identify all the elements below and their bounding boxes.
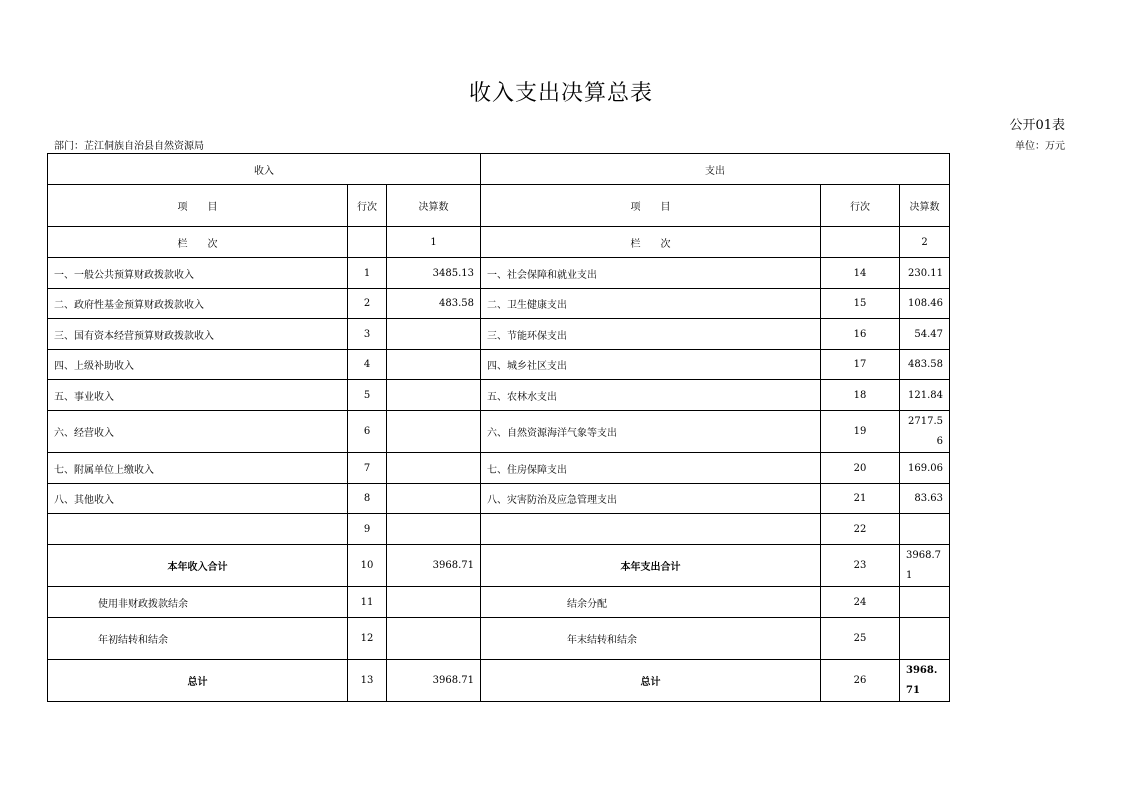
income-label: 八、其他收入 xyxy=(48,484,348,514)
expense-row-no: 24 xyxy=(821,587,900,618)
table-row xyxy=(48,411,950,453)
income-amount-header: 决算数 xyxy=(387,185,481,227)
income-label: 六、经营收入 xyxy=(48,411,348,453)
page-title: 收入支出决算总表 xyxy=(468,81,653,106)
table-header-row xyxy=(48,154,950,185)
expense-total-label: 总计 xyxy=(481,660,821,702)
expense-label: 年末结转和结余 xyxy=(481,618,821,660)
income-value xyxy=(387,484,481,514)
expense-row-no: 19 xyxy=(821,411,900,453)
table-row xyxy=(48,453,950,484)
expense-value: 108.46 xyxy=(900,289,950,319)
table-row xyxy=(48,350,950,380)
income-row-no: 13 xyxy=(348,660,387,702)
expense-label: 一、社会保障和就业支出 xyxy=(481,258,821,289)
expense-value: 2717.56 xyxy=(900,411,950,453)
department-label: 部门：芷江侗族自治县自然资源局 xyxy=(54,141,204,152)
table-row xyxy=(48,587,950,618)
income-item-header: 项 目 xyxy=(48,185,348,227)
income-value xyxy=(387,319,481,350)
table-row xyxy=(48,618,950,660)
table-row xyxy=(48,319,950,350)
expense-row-no: 15 xyxy=(821,289,900,319)
expense-row-no: 23 xyxy=(821,545,900,587)
income-row-no: 3 xyxy=(348,319,387,350)
expense-row-no: 17 xyxy=(821,350,900,380)
table-row xyxy=(48,289,950,319)
expense-value: 483.58 xyxy=(900,350,950,380)
expense-column-label: 栏 次 xyxy=(481,227,821,258)
income-row-no: 4 xyxy=(348,350,387,380)
income-row-no: 1 xyxy=(348,258,387,289)
income-column-label: 栏 次 xyxy=(48,227,348,258)
expense-subtotal-label: 本年支出合计 xyxy=(481,545,821,587)
expense-label xyxy=(481,514,821,545)
income-label: 使用非财政拨款结余 xyxy=(48,587,348,618)
expense-row-no: 21 xyxy=(821,484,900,514)
expense-header: 支出 xyxy=(481,154,950,185)
expense-label: 四、城乡社区支出 xyxy=(481,350,821,380)
total-row xyxy=(48,660,950,702)
expense-label: 七、住房保障支出 xyxy=(481,453,821,484)
expense-value: 169.06 xyxy=(900,453,950,484)
expense-value xyxy=(900,587,950,618)
form-number: 公开01表 xyxy=(1009,118,1065,133)
income-row-no: 6 xyxy=(348,411,387,453)
empty-cell xyxy=(348,227,387,258)
income-column-index: 1 xyxy=(387,227,481,258)
expense-item-header: 项 目 xyxy=(481,185,821,227)
expense-rowno-header: 行次 xyxy=(821,185,900,227)
expense-row-no: 22 xyxy=(821,514,900,545)
table-row xyxy=(48,514,950,545)
income-row-no: 12 xyxy=(348,618,387,660)
expense-label: 三、节能环保支出 xyxy=(481,319,821,350)
expense-label: 二、卫生健康支出 xyxy=(481,289,821,319)
unit-label: 单位：万元 xyxy=(1015,141,1065,152)
income-row-no: 7 xyxy=(348,453,387,484)
income-value xyxy=(387,514,481,545)
income-value xyxy=(387,411,481,453)
income-header: 收入 xyxy=(48,154,481,185)
expense-label: 六、自然资源海洋气象等支出 xyxy=(481,411,821,453)
expense-label: 五、农林水支出 xyxy=(481,380,821,411)
income-label: 三、国有资本经营预算财政拨款收入 xyxy=(48,319,348,350)
expense-row-no: 20 xyxy=(821,453,900,484)
expense-row-no: 16 xyxy=(821,319,900,350)
income-subtotal-value: 3968.71 xyxy=(387,545,481,587)
expense-row-no: 18 xyxy=(821,380,900,411)
income-expense-table xyxy=(47,153,950,702)
income-label: 一、一般公共预算财政拨款收入 xyxy=(48,258,348,289)
table-row xyxy=(48,258,950,289)
column-index-row xyxy=(48,227,950,258)
income-label: 七、附属单位上缴收入 xyxy=(48,453,348,484)
expense-amount-header: 决算数 xyxy=(900,185,950,227)
income-value: 3485.13 xyxy=(387,258,481,289)
income-value: 483.58 xyxy=(387,289,481,319)
expense-total-value: 3968.71 xyxy=(900,660,950,702)
empty-cell xyxy=(821,227,900,258)
income-value xyxy=(387,453,481,484)
column-header-row xyxy=(48,185,950,227)
expense-row-no: 25 xyxy=(821,618,900,660)
income-value xyxy=(387,350,481,380)
income-subtotal-label: 本年收入合计 xyxy=(48,545,348,587)
subtotal-row xyxy=(48,545,950,587)
income-row-no: 2 xyxy=(348,289,387,319)
income-label: 四、上级补助收入 xyxy=(48,350,348,380)
expense-value: 121.84 xyxy=(900,380,950,411)
income-label: 二、政府性基金预算财政拨款收入 xyxy=(48,289,348,319)
income-label: 五、事业收入 xyxy=(48,380,348,411)
income-row-no: 8 xyxy=(348,484,387,514)
table-row xyxy=(48,380,950,411)
expense-row-no: 14 xyxy=(821,258,900,289)
income-label: 年初结转和结余 xyxy=(48,618,348,660)
expense-value xyxy=(900,618,950,660)
expense-value: 230.11 xyxy=(900,258,950,289)
income-row-no: 5 xyxy=(348,380,387,411)
income-rowno-header: 行次 xyxy=(348,185,387,227)
expense-value: 54.47 xyxy=(900,319,950,350)
expense-column-index: 2 xyxy=(900,227,950,258)
income-value xyxy=(387,380,481,411)
expense-value: 83.63 xyxy=(900,484,950,514)
expense-label: 八、灾害防治及应急管理支出 xyxy=(481,484,821,514)
income-value xyxy=(387,618,481,660)
expense-subtotal-value: 3968.71 xyxy=(900,545,950,587)
income-total-label: 总计 xyxy=(48,660,348,702)
expense-value xyxy=(900,514,950,545)
expense-label: 结余分配 xyxy=(481,587,821,618)
income-value xyxy=(387,587,481,618)
income-label xyxy=(48,514,348,545)
income-row-no: 10 xyxy=(348,545,387,587)
expense-row-no: 26 xyxy=(821,660,900,702)
income-row-no: 11 xyxy=(348,587,387,618)
table-row xyxy=(48,484,950,514)
income-total-value: 3968.71 xyxy=(387,660,481,702)
income-row-no: 9 xyxy=(348,514,387,545)
